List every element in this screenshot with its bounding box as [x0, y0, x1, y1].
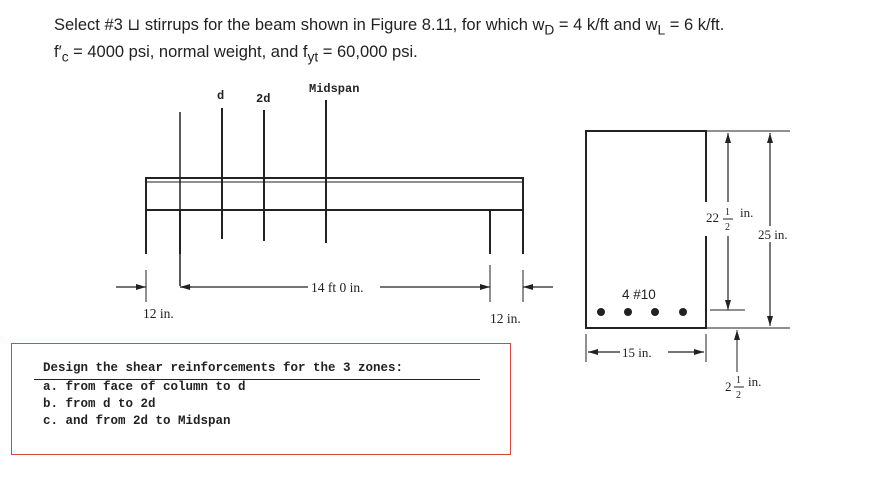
total-depth-label: 25 in.	[758, 227, 788, 242]
problem-text-2: = 4 k/ft and w	[554, 16, 658, 34]
beam-body	[146, 178, 523, 210]
effective-depth-num: 1	[725, 207, 730, 218]
cover-whole: 2	[725, 379, 732, 394]
rebar	[651, 308, 659, 316]
label-d: d	[217, 89, 225, 103]
problem-text-4: = 4000 psi, normal weight, and f	[68, 43, 308, 62]
rebar	[624, 308, 632, 316]
effective-depth-whole: 22	[706, 210, 719, 225]
task-heading: Design the shear reinforcements for the 3 zones:	[43, 361, 404, 375]
wl-subscript: L	[657, 22, 666, 38]
task-item-a: a. from face of column to d	[43, 380, 246, 394]
arrowhead	[523, 284, 533, 290]
arrowhead	[767, 316, 773, 326]
arrowhead	[767, 133, 773, 143]
problem-text-5: = 60,000 psi.	[318, 43, 418, 62]
problem-text-3: = 6 k/ft.	[665, 16, 725, 34]
wd-subscript: D	[544, 22, 555, 38]
task-item-b: b. from d to 2d	[43, 397, 156, 411]
bars-label: 4 #10	[622, 287, 656, 302]
width-label: 15 in.	[622, 345, 652, 360]
left-support-label: 12 in.	[143, 306, 174, 321]
span-label: 14 ft 0 in.	[311, 280, 364, 295]
arrowhead	[136, 284, 146, 290]
arrowhead	[725, 300, 731, 310]
right-support-label: 12 in.	[490, 311, 521, 326]
arrowhead	[588, 349, 598, 355]
rebar	[679, 308, 687, 316]
fc-symbol: f′	[54, 43, 62, 62]
arrowhead	[734, 330, 740, 340]
problem-text-1: Select #3 ⊔ stirrups for the beam shown in Figure 8.11, for which w	[54, 16, 545, 34]
arrowhead	[480, 284, 490, 290]
task-box	[11, 343, 511, 455]
rebar	[597, 308, 605, 316]
fy-subscript: yt	[307, 49, 319, 65]
cover-den: 2	[736, 390, 741, 401]
effective-depth-unit: in.	[740, 205, 754, 220]
arrowhead	[725, 133, 731, 143]
arrowhead	[694, 349, 704, 355]
label-2d: 2d	[256, 92, 271, 106]
fc-subscript: c	[61, 49, 69, 65]
effective-depth-den: 2	[725, 222, 730, 233]
task-item-c: c. and from 2d to Midspan	[43, 414, 231, 428]
cover-num: 1	[736, 375, 741, 386]
label-midspan: Midspan	[309, 82, 360, 96]
cover-unit: in.	[748, 374, 762, 389]
